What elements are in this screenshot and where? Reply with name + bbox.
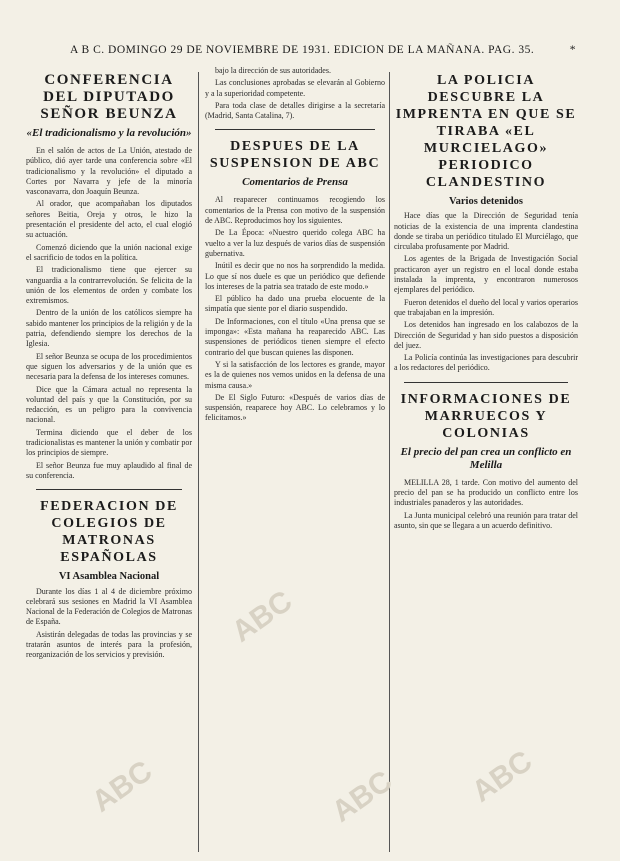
article-subtitle-detenidos: Varios detenidos: [449, 196, 523, 207]
column-2: [205, 66, 385, 856]
watermark-logo: ABC: [466, 744, 539, 809]
article-subtitle-prensa: Comentarios de Prensa: [242, 176, 348, 189]
column-1: [26, 66, 192, 856]
watermark-logo: ABC: [226, 584, 299, 649]
paragraph: MELILLA 28, 1 tarde. Con motivo del aumento del precio del pan se ha producido un conflicto entre los industriales panaderos y las autoridades.: [394, 477, 578, 508]
paragraph: Al reaparecer continuamos recogiendo los comentarios de la Prensa con motivo de la suspensión de ABC. Reproducimos hoy los siguientes.: [205, 195, 385, 226]
paragraph: Dentro de la unión de los católicos siempre ha sabido mantener los principios de la religión y de la patria, defendiendo siempre los derechos de la Iglesia.: [26, 308, 192, 349]
article-body-prensa: [205, 195, 385, 423]
article-body-melilla: [394, 478, 578, 531]
header-text: A B C. DOMINGO 29 DE NOVIEMBRE DE 1931. EDICION DE LA MAÑANA. PAG. 35.: [70, 44, 535, 56]
paragraph: Hace días que la Dirección de Seguridad tenía noticias de la existencia de una imprenta clandestina donde se tiraba un periódico titulado El Murciélago, que circulaba profusamente por Madrid.: [394, 211, 578, 252]
article-title-policia: LA POLICIA DESCUBRE LA IMPRENTA EN QUE SE TIRABA «EL MURCIELAGO» PERIODICO CLANDESTINO: [395, 73, 577, 190]
paragraph: Comenzó diciendo que la unión nacional exige el sacrificio de todos en la política.: [26, 242, 192, 262]
header-star: *: [569, 44, 576, 56]
paragraph: Los detenidos han ingresado en los calabozos de la Dirección de Seguridad y han sido puestos a disposición del juez.: [394, 320, 578, 350]
paragraph: De El Siglo Futuro: «Después de varios días de suspensión, reaparece hoy ABC. Lo celebramos y lo felicitamos.»: [205, 392, 385, 423]
paragraph: Los agentes de la Brigada de Investigación Social practicaron ayer un registro en el local donde estaba instalada la imprenta, y encontraron numerosos ejemplares del periódico.: [394, 254, 578, 295]
paragraph: El público ha dado una prueba elocuente de la simpatía que siente por el diario suspendido.: [205, 294, 385, 314]
paragraph: Al orador, que acompañaban los diputados señores Beitia, Oreja y otros, le hizo la presentación el presidente del acto, el cual elogió su actuación.: [26, 199, 192, 240]
column-rule-2: [389, 72, 390, 852]
paragraph: En el salón de actos de La Unión, atestado de público, dió ayer tarde una conferencia sobre «El tradicionalismo y la revolución» el diputado a Cortes por Navarra y jefe de la minoría vasconavarra, don Joaquín Beunza.: [26, 146, 192, 197]
divider: [404, 382, 568, 383]
paragraph: Durante los días 1 al 4 de diciembre próximo celebrará sus sesiones en Madrid la VI Asamblea Nacional de la Federación de Colegios de Matronas de España.: [26, 586, 192, 627]
page-header: [70, 44, 576, 56]
article-body-policia: [394, 211, 578, 373]
article-continuation: [205, 66, 385, 121]
article-subtitle-matronas: VI Asamblea Nacional: [58, 571, 160, 583]
article-title-marruecos: INFORMACIONES DE MARRUECOS Y COLONIAS: [400, 391, 572, 441]
paragraph: Termina diciendo que el deber de los tradicionalistas es mantener la unión y combatir por los principios de siempre.: [26, 427, 192, 458]
paragraph: Para toda clase de detalles dirigirse a la secretaría (Madrid, Santa Catalina, 7).: [205, 100, 385, 121]
paragraph: Dice que la Cámara actual no representa la voluntad del país y que la Constitución, por su redacción, es un peligro para la convivencia nacional.: [26, 384, 192, 425]
paragraph: Las conclusiones aprobadas se elevarán al Gobierno y a la superioridad competente.: [205, 78, 385, 98]
article-body-matronas: [26, 587, 192, 661]
divider: [36, 489, 182, 490]
paragraph: De Informaciones, con el título «Una prensa que se imponga»: «Esta mañana ha reaparecido ABC. Las suspensiones de periódicos tienen siempre el efecto contrario del que buscan quienes las disponen.: [205, 316, 385, 357]
article-subtitle-beunza: «El tradicionalismo y la revolución»: [26, 127, 192, 139]
article-title-matronas: FEDERACION DE COLEGIOS DE MATRONAS ESPAÑOLAS: [40, 499, 178, 566]
divider: [215, 129, 375, 130]
watermark-logo: ABC: [86, 754, 159, 819]
paragraph: bajo la dirección de sus autoridades.: [215, 66, 331, 75]
paragraph: El tradicionalismo tiene que ejercer su vanguardia a la contrarrevolución. Se felicita de la unión de los elementos de orden y combate los extremismos.: [26, 265, 192, 306]
paragraph: Y si la satisfacción de los lectores es grande, mayor es la de quienes nos vemos unidos en la defensa de una misma causa.»: [205, 359, 385, 390]
paragraph: El señor Beunza fue muy aplaudido al final de su conferencia.: [26, 460, 192, 480]
column-rule-1: [198, 72, 199, 852]
article-body-beunza: [26, 146, 192, 481]
paragraph: La Policía continúa las investigaciones para descubrir a los redactores del periódico.: [394, 353, 578, 373]
article-subtitle-melilla: El precio del pan crea un conflicto en Melilla: [400, 445, 572, 471]
paragraph: Inútil es decir que no nos ha sorprendido la medida. Lo que sí nos duele es que un periódico que defiende los intereses de la patria sea tratado de este modo.»: [205, 261, 385, 291]
paragraph: El señor Beunza se ocupa de los procedimientos que siguen los adversarios y de la unión que es necesaria para la defensa de los intereses comunes.: [26, 351, 192, 382]
paragraph: La Junta municipal celebró una reunión para tratar del asunto, sin que se llegara a un acuerdo definitivo.: [394, 510, 578, 530]
paragraph: Asistirán delegadas de todas las provincias y se tratarán asuntos de interés para la profesión, reorganización de los servicios y previsión.: [26, 629, 192, 660]
article-title-beunza: CONFERENCIA DEL DIPUTADO SEÑOR BEUNZA: [40, 72, 178, 122]
article-title-suspension: DESPUES DE LA SUSPENSION DE ABC: [209, 139, 381, 172]
paragraph: Fueron detenidos el dueño del local y varios operarios que trabajaban en la impresión.: [394, 297, 578, 317]
paragraph: De La Época: «Nuestro querido colega ABC ha vuelto a ver la luz después de varios días de suspensión gubernativa.: [205, 228, 385, 258]
watermark-logo: ABC: [326, 764, 399, 829]
column-3: [394, 66, 578, 856]
